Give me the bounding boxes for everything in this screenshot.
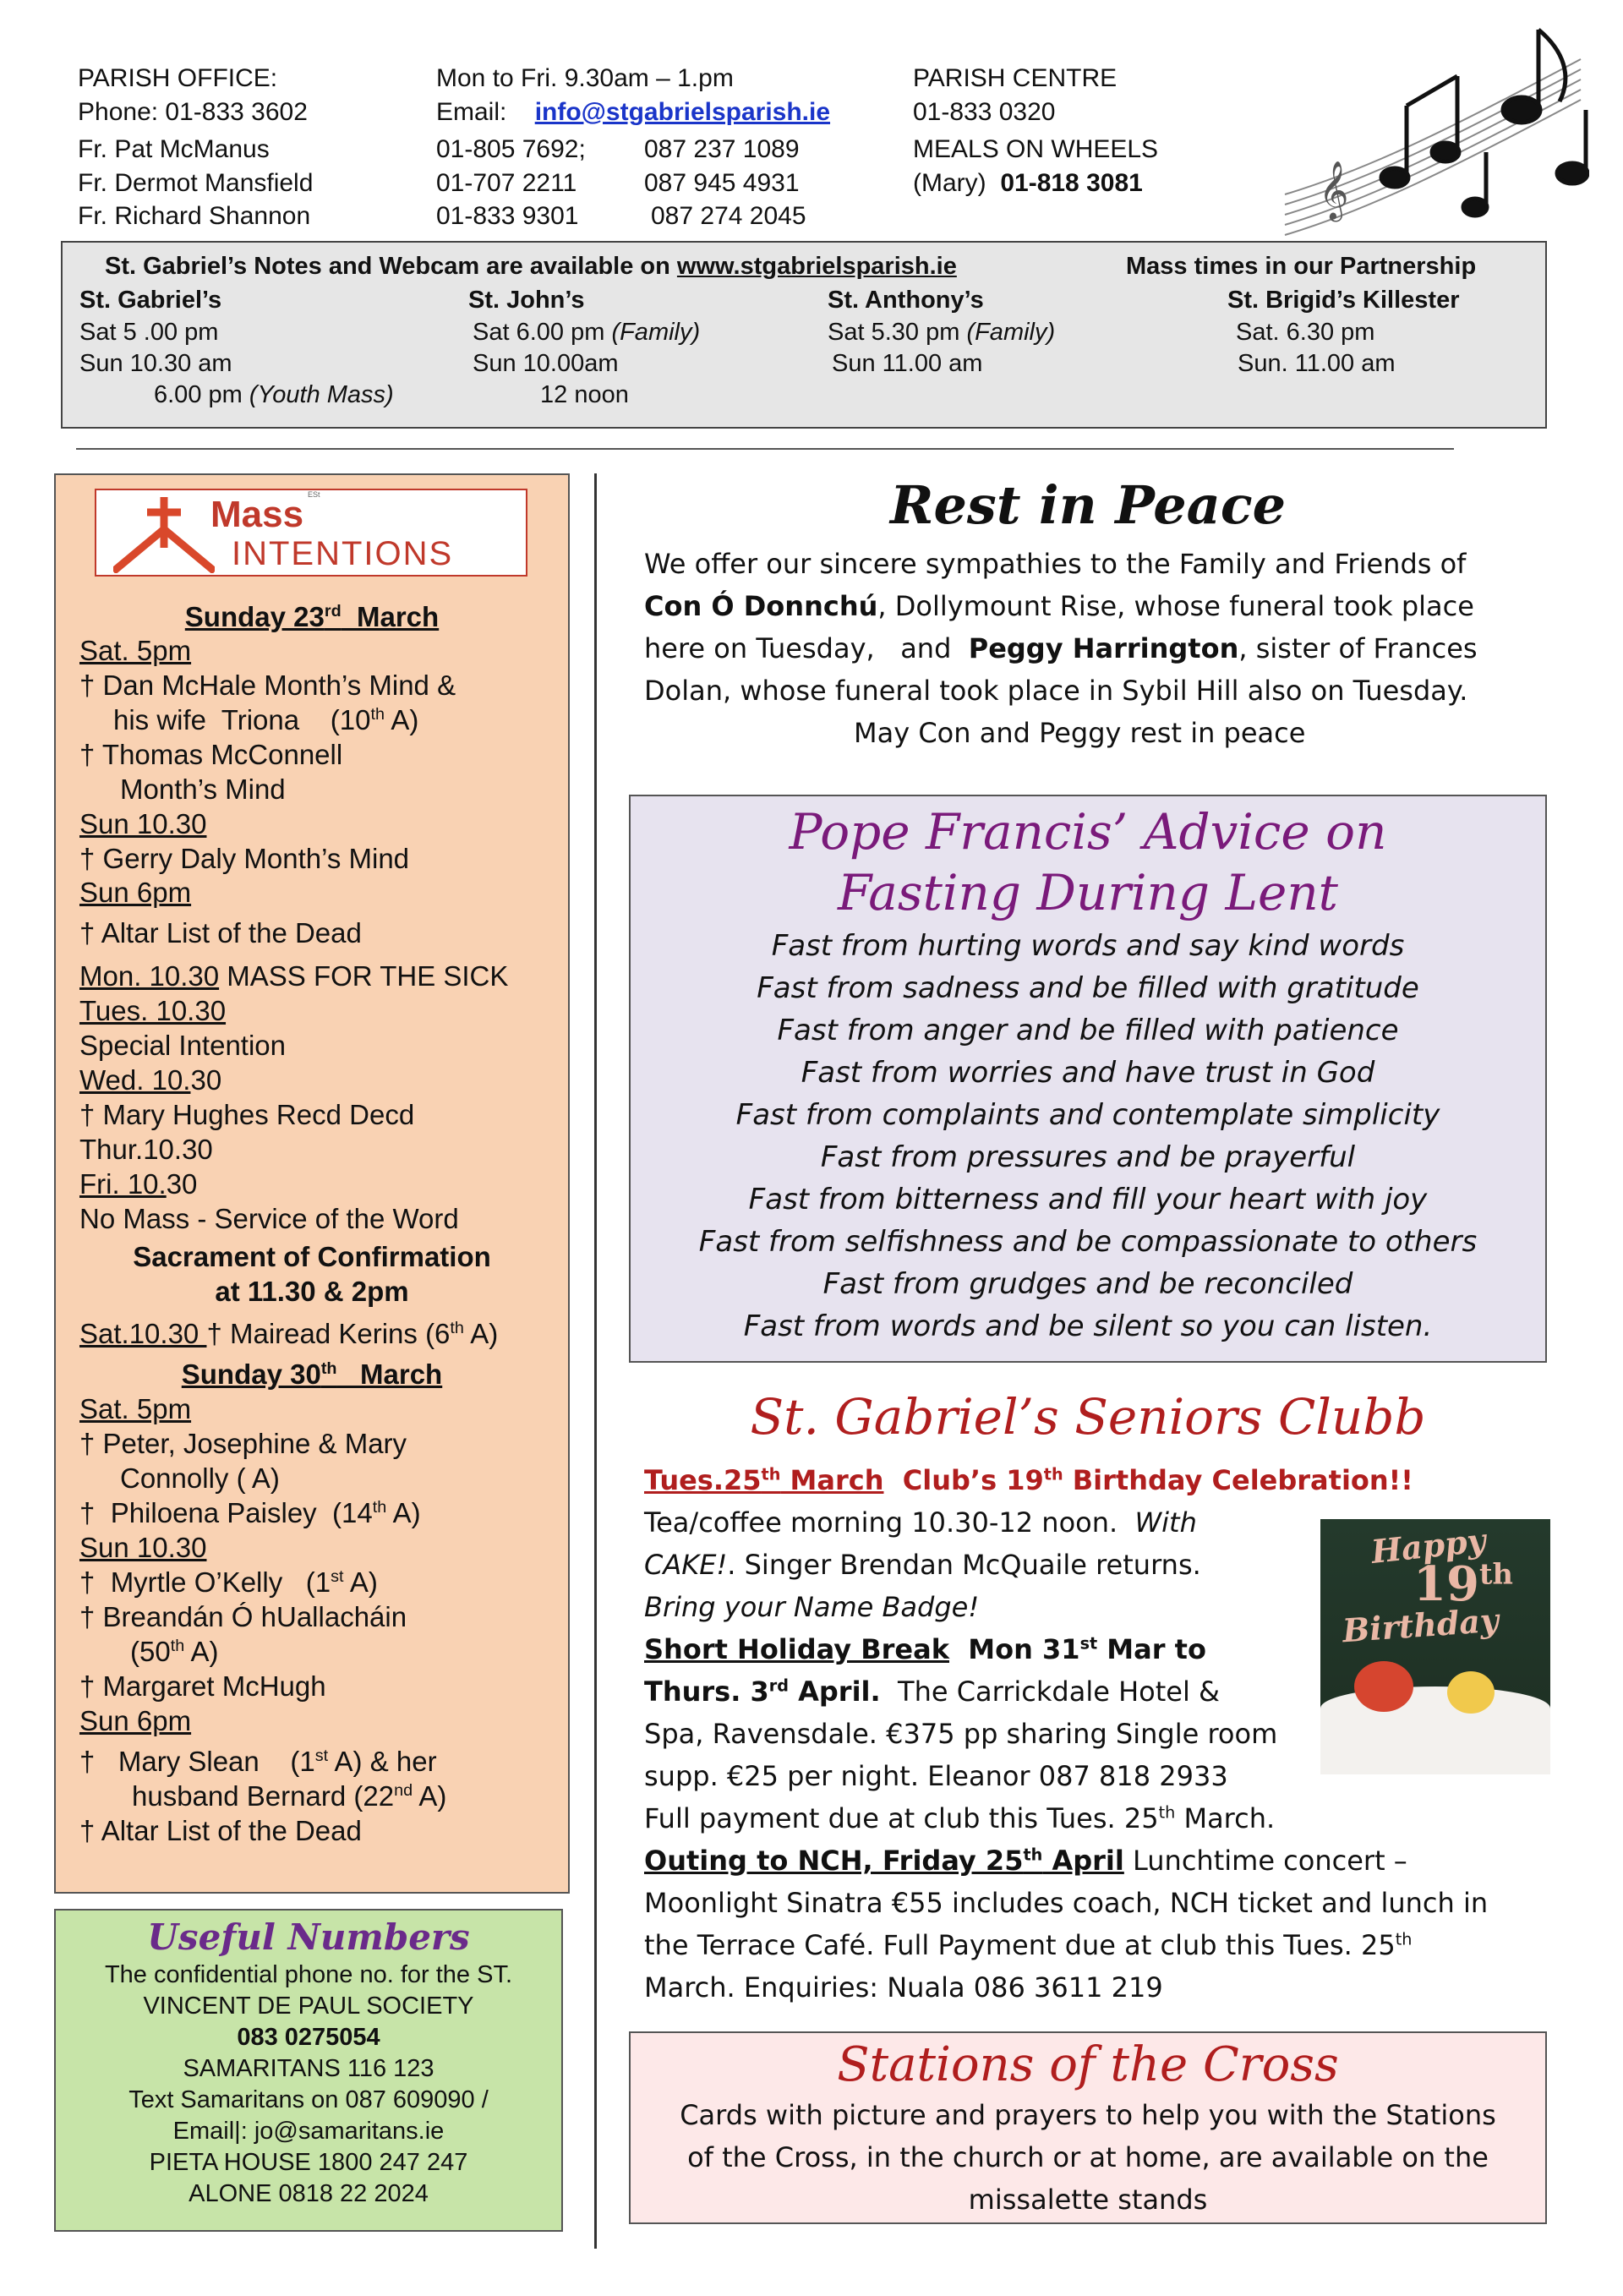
week1-title-sup: rd — [324, 602, 342, 620]
stations-of-the-cross-box — [629, 2031, 1547, 2224]
mon-label: Mon. 10.30 — [79, 960, 220, 992]
email-link[interactable]: info@stgabrielsparish.ie — [534, 98, 831, 126]
h1-date-b: March — [780, 1464, 884, 1496]
w2-line9sup: nd — [394, 1781, 413, 1800]
w2-line3sup: th — [372, 1498, 387, 1517]
holiday-break-b: Mar to — [1097, 1633, 1206, 1665]
meals-contact-prefix: (Mary) — [913, 169, 986, 197]
rip-name-peggy: Peggy Harrington — [968, 632, 1239, 664]
seniors-line7: supp. €25 per night. Eleanor 087 818 2933 — [644, 1760, 1228, 1792]
youth-time: 6.00 pm — [154, 381, 243, 408]
church-name-st-gabriels: St. Gabriel’s — [79, 287, 222, 314]
clergy-name-2: Fr. Dermot Mansfield — [78, 169, 314, 197]
st-gabriels-youth — [154, 380, 394, 411]
useful-line-1: The confidential phone no. for the ST. — [104, 1961, 513, 1988]
mon-row — [79, 959, 508, 993]
h1-text-b: Birthday Celebration!! — [1063, 1464, 1413, 1496]
clergy-phone2-3: 087 274 2045 — [651, 202, 806, 230]
week2-title — [56, 1358, 568, 1391]
outing-title-a: Outing to NCH, Friday 25 — [644, 1845, 1024, 1877]
outing-rest: Lunchtime concert – — [1123, 1845, 1407, 1877]
fast-line-9: Fast from grudges and be reconciled — [822, 1267, 1353, 1301]
flower-icon — [1447, 1671, 1495, 1714]
sat-sup: th — [450, 1319, 464, 1337]
rip-line3b: , sister of Frances — [1238, 632, 1478, 664]
stations-title: Stations of the Cross — [837, 2037, 1339, 2092]
w1-line2 — [113, 703, 418, 737]
w2-line8 — [79, 1745, 437, 1779]
seniors-line8b: March. — [1175, 1802, 1276, 1834]
w2-line4b: A) — [343, 1566, 378, 1598]
birthday-cake-image — [1320, 1519, 1550, 1774]
w2-line8a: † Mary Slean (1 — [79, 1746, 315, 1777]
useful-numbers-panel — [54, 1909, 563, 2232]
rip-title: Rest in Peace — [889, 474, 1287, 536]
seniors-line11 — [644, 1924, 1412, 1966]
cake-happy-text: Happy — [1369, 1521, 1488, 1571]
fri-label-a: Fri. 10. — [79, 1168, 167, 1200]
seniors-line2a: CAKE! — [644, 1549, 728, 1581]
st-johns-sun: Sun 10.00am — [473, 350, 619, 377]
wed-label-a: Wed. 10. — [79, 1064, 191, 1096]
seniors-line4 — [644, 1628, 1206, 1670]
seniors-line6: Spa, Ravensdale. €375 pp sharing Single room — [644, 1718, 1278, 1750]
useful-title: Useful Numbers — [147, 1916, 470, 1958]
w2-line8b: A) & her — [328, 1746, 437, 1777]
logo-mark: ESt — [308, 490, 320, 499]
w2-line4sup: st — [331, 1567, 344, 1586]
stations-line1: Cards with picture and prayers to help you with the Stations — [680, 2099, 1496, 2131]
clergy-name-1: Fr. Pat McManus — [78, 135, 270, 163]
clergy-phone1-3: 01-833 9301 — [436, 202, 579, 230]
holiday-break-title: Short Holiday Break — [644, 1633, 949, 1665]
w1-line1: † Dan McHale Month’s Mind & — [79, 670, 456, 701]
seniors-line8sup: th — [1158, 1802, 1176, 1823]
w2-line7: † Margaret McHugh — [79, 1670, 326, 1702]
seniors-line1b: With — [1134, 1506, 1197, 1539]
sat-row — [79, 1317, 498, 1351]
thu-label: Thur.10.30 — [79, 1134, 213, 1165]
svg-text:𝄞: 𝄞 — [1319, 161, 1349, 220]
rip-line3 — [644, 627, 1478, 670]
w2-line6a: (50 — [130, 1636, 171, 1667]
confirmation-title: Sacrament of Confirmation — [133, 1241, 491, 1272]
rip-name-con: Con Ó Donnchú — [644, 590, 878, 622]
week2-title-day: Sunday 30 — [181, 1358, 321, 1390]
church-cross-icon — [113, 497, 215, 573]
parish-office-label: PARISH OFFICE: — [78, 64, 278, 92]
sat-text-b: A) — [463, 1318, 499, 1349]
email-label: Email: — [436, 98, 507, 126]
st-johns-sat-time: Sat 6.00 pm — [473, 319, 605, 346]
useful-line-8: ALONE 0818 22 2024 — [189, 2180, 429, 2207]
pope-title-1: Pope Francis’ Advice on — [789, 803, 1387, 861]
cake-19-sup: th — [1478, 1556, 1513, 1591]
meals-contact — [913, 167, 1143, 200]
w2-line2: Connolly ( A) — [120, 1462, 280, 1494]
w1-sun6: Sun 6pm — [79, 877, 192, 908]
cake-19-number: 19 — [1413, 1556, 1479, 1612]
useful-line-4: SAMARITANS 116 123 — [183, 2055, 434, 2082]
st-brigids-sat: Sat. 6.30 pm — [1236, 319, 1375, 346]
parish-centre-phone: 01-833 0320 — [913, 98, 1056, 126]
seniors-line1 — [644, 1501, 1197, 1544]
stations-line3: missalette stands — [968, 2184, 1208, 2216]
week1-title-day: Sunday 23 — [184, 601, 325, 632]
st-anthonys-sat-note: (Family) — [966, 319, 1056, 346]
seniors-line2 — [644, 1544, 1201, 1586]
cake-19-text — [1413, 1556, 1513, 1612]
holiday-break-sup: st — [1079, 1633, 1098, 1654]
w2-sat: Sat. 5pm — [79, 1393, 192, 1424]
music-notes-icon — [1268, 25, 1589, 237]
w2-line6b: A) — [184, 1636, 219, 1667]
wed-label — [79, 1063, 221, 1097]
logo-bottom-text: INTENTIONS — [232, 535, 454, 572]
meals-label: MEALS ON WHEELS — [913, 135, 1159, 163]
clergy-name-3: Fr. Richard Shannon — [78, 202, 311, 230]
h1-text-sup: th — [1043, 1464, 1063, 1484]
confirmation-times: at 11.30 & 2pm — [215, 1276, 409, 1307]
tue-text: Special Intention — [79, 1030, 287, 1061]
seniors-line11sup: th — [1395, 1929, 1413, 1949]
useful-line-7: PIETA HOUSE 1800 247 247 — [149, 2149, 468, 2176]
clergy-phone1-1: 01-805 7692; — [436, 135, 586, 163]
fri-text: No Mass - Service of the Word — [79, 1203, 459, 1234]
useful-line-2: VINCENT DE PAUL SOCIETY — [143, 1993, 474, 2020]
w2-line9 — [132, 1779, 446, 1813]
clergy-phone2-2: 087 945 4931 — [644, 169, 800, 197]
partnership-title: Mass times in our Partnership — [1126, 253, 1477, 280]
clergy-phone2-1: 087 237 1089 — [644, 135, 800, 163]
church-name-st-brigids: St. Brigid’s Killester — [1227, 287, 1460, 314]
useful-line-3: 083 0275054 — [237, 2024, 380, 2051]
w1-line6: † Altar List of the Dead — [79, 917, 362, 948]
seniors-headline — [644, 1459, 1413, 1501]
wed-label-b: 30 — [190, 1064, 222, 1096]
office-phone: Phone: 01-833 3602 — [78, 98, 308, 126]
cake-icon — [1320, 1686, 1550, 1774]
email-row — [436, 96, 830, 129]
seniors-line1a: Tea/coffee morning 10.30-12 noon. — [644, 1506, 1135, 1539]
seniors-line2b: . Singer Brendan McQuaile returns. — [727, 1549, 1201, 1581]
seniors-line11a: the Terrace Café. Full Payment due at club this Tues. 25 — [644, 1929, 1396, 1961]
rip-line4: Dolan, whose funeral took place in Sybil Hill also on Tuesday. — [644, 675, 1468, 707]
fast-line-6: Fast from pressures and be prayerful — [820, 1140, 1356, 1174]
rip-line2 — [644, 585, 1474, 627]
cake-birthday-text: Birthday — [1341, 1600, 1500, 1650]
holiday-break-a: Mon 31 — [949, 1633, 1080, 1665]
fast-line-2: Fast from sadness and be filled with gratitude — [757, 971, 1419, 1005]
seniors-line3: Bring your Name Badge! — [644, 1591, 980, 1623]
wed-text: † Mary Hughes Recd Decd — [79, 1099, 415, 1130]
w1-sun1030: Sun 10.30 — [79, 808, 207, 839]
fast-line-10: Fast from words and be silent so you can listen. — [743, 1309, 1433, 1343]
meals-phone: 01-818 3081 — [1000, 169, 1143, 197]
st-johns-noon: 12 noon — [540, 381, 629, 408]
logo-top-text: Mass — [210, 494, 304, 535]
mass-times-box — [61, 241, 1547, 429]
notes-text: St. Gabriel’s Notes and Webcam are available on — [105, 253, 670, 280]
h1-date-a: Tues.25 — [644, 1464, 762, 1496]
w2-line3 — [79, 1496, 421, 1530]
st-johns-sat — [473, 317, 700, 348]
divider-line — [76, 448, 1454, 450]
rose-icon — [1354, 1661, 1413, 1712]
seniors-line5 — [644, 1670, 1220, 1713]
w2-line6sup: th — [170, 1637, 185, 1655]
youth-note: (Youth Mass) — [249, 381, 394, 408]
w1-line2a: his wife Triona (10 — [113, 704, 371, 735]
w1-sat: Sat. 5pm — [79, 635, 192, 666]
seniors-line12: March. Enquiries: Nuala 086 3611 219 — [644, 1971, 1163, 2004]
w2-line3b: A) — [386, 1497, 421, 1528]
st-brigids-sun: Sun. 11.00 am — [1238, 350, 1396, 377]
mass-intentions-logo — [95, 489, 527, 577]
fast-line-8: Fast from selfishness and be compassionate to others — [698, 1225, 1478, 1259]
rip-line2-rest: , Dollymount Rise, whose funeral took place — [877, 590, 1474, 622]
notes-line — [105, 251, 957, 282]
fast-line-4: Fast from worries and have trust in God — [801, 1056, 1375, 1090]
tue-label: Tues. 10.30 — [79, 995, 227, 1026]
clergy-phone1-2: 01-707 2211 — [436, 169, 577, 197]
rip-line5: May Con and Peggy rest in peace — [854, 717, 1306, 749]
w2-line6 — [130, 1635, 219, 1669]
st-gabriels-sat: Sat 5 .00 pm — [79, 319, 219, 346]
fri-label-b: 30 — [166, 1168, 198, 1200]
useful-line-5: Text Samaritans on 087 609090 / — [128, 2086, 489, 2113]
website-link[interactable]: www.stgabrielsparish.ie — [676, 253, 957, 280]
parish-centre-label: PARISH CENTRE — [913, 64, 1118, 92]
w2-line4 — [79, 1566, 378, 1599]
st-anthonys-sat — [828, 317, 1055, 348]
fast-line-7: Fast from bitterness and fill your heart with joy — [748, 1183, 1428, 1216]
w2-line4a: † Myrtle O’Kelly (1 — [79, 1566, 331, 1598]
seniors-line5b: April. — [788, 1676, 881, 1708]
outing-title-sup: th — [1023, 1845, 1043, 1865]
rip-line1: We offer our sincere sympathies to the Family and Friends of — [644, 548, 1467, 580]
church-name-st-anthonys: St. Anthony’s — [828, 287, 984, 314]
week2-title-month: March — [336, 1358, 443, 1390]
w1-line4: Month’s Mind — [120, 774, 286, 805]
st-anthonys-sun: Sun 11.00 am — [832, 350, 983, 377]
mon-text: MASS FOR THE SICK — [219, 960, 509, 992]
outing-title-b: April — [1042, 1845, 1124, 1877]
fast-line-3: Fast from anger and be filled with patience — [777, 1014, 1399, 1047]
fast-line-5: Fast from complaints and contemplate simplicity — [735, 1098, 1440, 1132]
office-hours: Mon to Fri. 9.30am – 1.pm — [436, 64, 734, 92]
seniors-line10: Moonlight Sinatra €55 includes coach, NCH ticket and lunch in — [644, 1887, 1489, 1919]
sat-label: Sat.10.30 — [79, 1318, 207, 1349]
w2-line3a: † Philoena Paisley (14 — [79, 1497, 373, 1528]
w2-sun6: Sun 6pm — [79, 1705, 192, 1736]
seniors-line5sup: rd — [768, 1676, 789, 1696]
h1-text-a: Club’s 19 — [883, 1464, 1044, 1496]
st-gabriels-sun: Sun 10.30 am — [79, 350, 232, 377]
fast-line-1: Fast from hurting words and say kind words — [771, 929, 1405, 963]
w2-line10: † Altar List of the Dead — [79, 1815, 362, 1846]
st-johns-sat-note: (Family) — [611, 319, 701, 346]
sat-text-a: † Mairead Kerins (6 — [206, 1318, 451, 1349]
w2-line5: † Breandán Ó hUallacháin — [79, 1601, 407, 1632]
w1-line2sup: th — [370, 705, 385, 724]
w2-line8sup: st — [314, 1747, 329, 1765]
column-divider — [594, 473, 597, 2249]
w2-line9a: husband Bernard (22 — [132, 1780, 395, 1812]
h1-date-sup: th — [761, 1464, 781, 1484]
w2-sun1030: Sun 10.30 — [79, 1532, 207, 1563]
seniors-line5-rest: The Carrickdale Hotel & — [880, 1676, 1220, 1708]
seniors-line9 — [644, 1840, 1407, 1882]
week2-title-sup: th — [320, 1359, 337, 1378]
w1-line3: † Thomas McConnell — [79, 739, 343, 770]
w2-line1: † Peter, Josephine & Mary — [79, 1428, 407, 1459]
pope-title-2: Fasting During Lent — [838, 864, 1338, 921]
stations-line2: of the Cross, in the church or at home, are available on the — [687, 2141, 1489, 2173]
seniors-line8 — [644, 1797, 1275, 1840]
w2-line9b: A) — [413, 1780, 447, 1812]
st-anthonys-sat-time: Sat 5.30 pm — [828, 319, 960, 346]
seniors-line5a: Thurs. 3 — [644, 1676, 769, 1708]
w1-line2b: A) — [384, 704, 419, 735]
seniors-title: St. Gabriel’s Seniors Clubb — [750, 1388, 1426, 1446]
w1-line5: † Gerry Daly Month’s Mind — [79, 843, 410, 874]
fri-label — [79, 1167, 197, 1201]
week1-title — [56, 600, 568, 634]
rip-line3a: here on Tuesday, and — [644, 632, 969, 664]
pope-francis-box — [629, 795, 1547, 1363]
useful-line-6: Email|: jo@samaritans.ie — [172, 2118, 445, 2145]
church-name-st-johns: St. John’s — [468, 287, 585, 314]
seniors-line8a: Full payment due at club this Tues. 25 — [644, 1802, 1159, 1834]
mass-intentions-panel — [54, 473, 570, 1894]
week1-title-month: March — [341, 601, 440, 632]
